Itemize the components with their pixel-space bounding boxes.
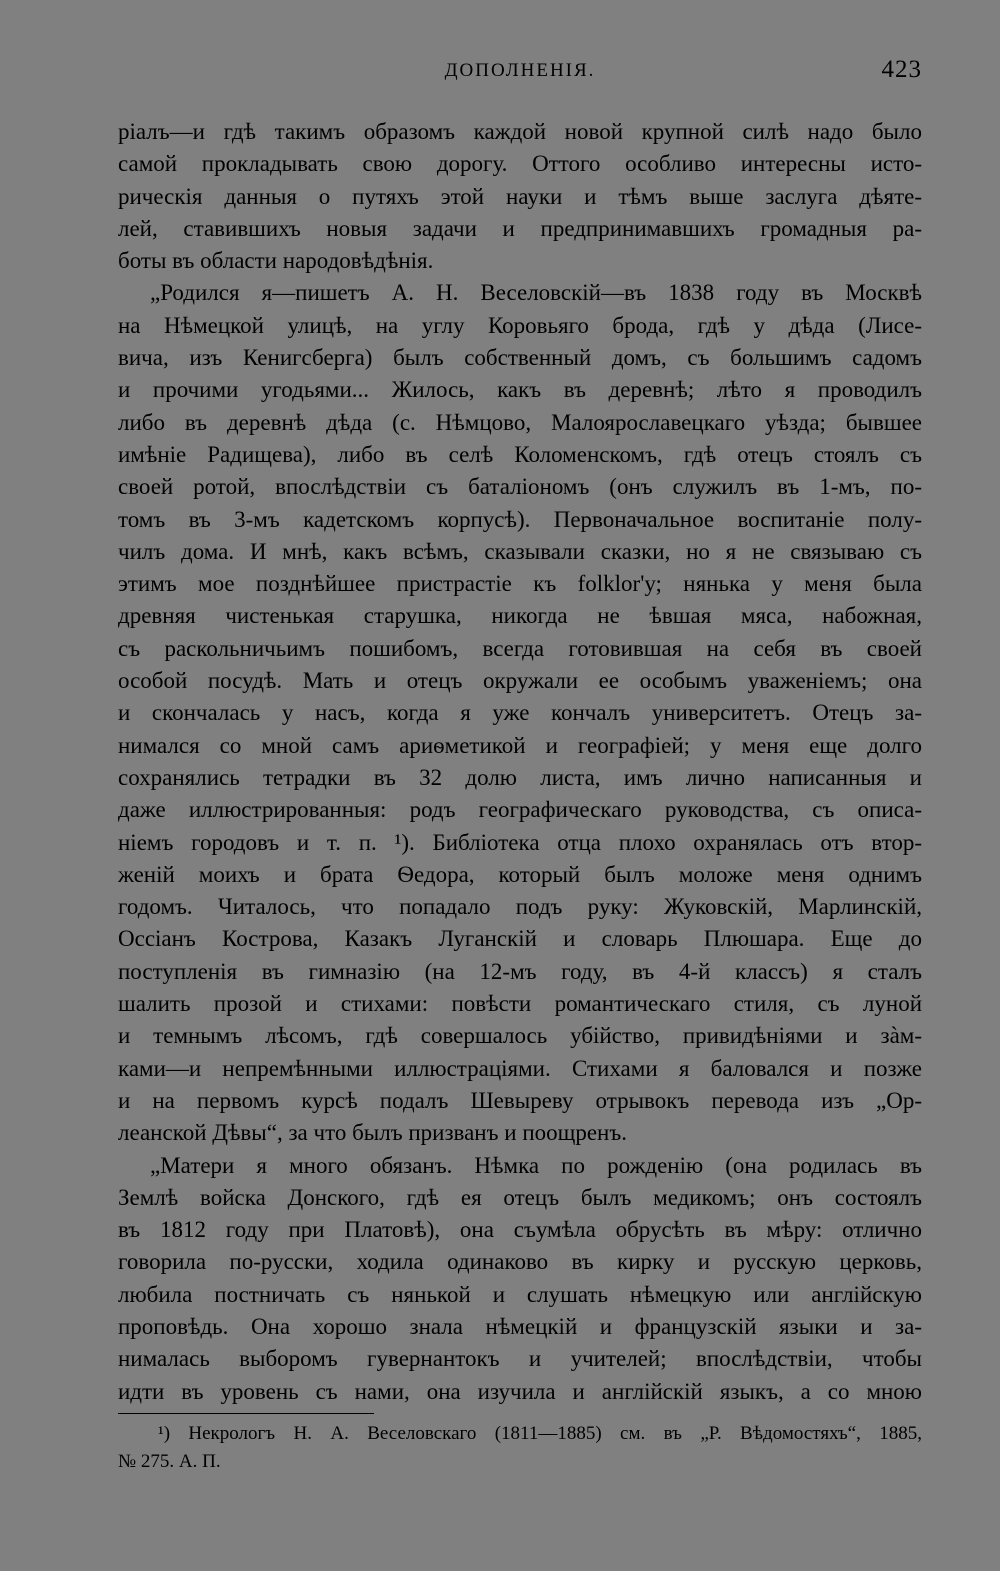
text-line: чилъ дома. И мнѣ, какъ всѣмъ, сказывали сказки, но я не связываю съ: [118, 538, 922, 564]
text-line: говорила по-русски, ходила одинаково въ кирку и русскую церковь,: [118, 1249, 922, 1275]
text-line: особой посудѣ. Мать и отецъ окружали ее особымъ уваженiемъ; она: [118, 668, 922, 694]
text-line: нимался со мной самъ ариѳметикой и географiей; у меня еще долго: [118, 732, 922, 758]
footnote-line: ¹) Некрологъ Н. А. Веселовскаго (1811—1885) см. въ „Р. Вѣдомостяхъ“, 1885,: [158, 1423, 922, 1444]
text-line: поступленiя въ гимназiю (на 12-мъ году, въ 4-й классъ) я сталъ: [118, 958, 922, 984]
text-line: нiемъ городовъ и т. п. ¹). Библiотека отца плохо охранялась отъ втор-: [118, 829, 922, 855]
text-line: своей ротой, впослѣдствiи съ баталiономъ (онъ служилъ въ 1-мъ, по-: [118, 474, 922, 500]
text-line: „Родился я—пишетъ А. Н. Веселовскiй—въ 1838 году въ Москвѣ: [150, 280, 922, 306]
text-line: имѣнiе Радищева), либо въ селѣ Коломенскомъ, гдѣ отецъ стоялъ съ: [118, 441, 922, 467]
text-line: либо въ деревнѣ дѣда (с. Нѣмцово, Малоярославецкаго уѣзда; бывшее: [118, 409, 922, 435]
text-line: томъ въ 3-мъ кадетскомъ корпусѣ). Первоначальное воспитанiе полу-: [118, 506, 922, 532]
text-line: съ раскольничьимъ пошибомъ, всегда готовившая на себя въ своей: [118, 635, 922, 661]
text-line: „Матери я много обязанъ. Нѣмка по рожденiю (она родилась въ: [150, 1152, 922, 1178]
text-line: и скончалась у насъ, когда я уже кончалъ университетъ. Отецъ за-: [118, 700, 922, 726]
running-header: [118, 56, 922, 86]
text-line: Землѣ войска Донского, гдѣ ея отецъ былъ медикомъ; онъ состоялъ: [118, 1184, 922, 1210]
text-line: боты въ области народовѣдѣнiя.: [118, 248, 434, 274]
text-line: женiй моихъ и брата Ѳедора, который былъ моложе меня однимъ: [118, 861, 922, 887]
text-line: Оссiанъ Кострова, Казакъ Луганскiй и словарь Плюшара. Еще до: [118, 926, 922, 952]
text-line: годомъ. Читалось, что попадало подъ руку: Жуковскiй, Марлинскiй,: [118, 894, 922, 920]
text-line: и прочими угодьями... Жилось, какъ въ деревнѣ; лѣто я проводилъ: [118, 377, 922, 403]
text-line: сохранялись тетрадки въ 32 долю листа, имъ лично написанныя и: [118, 764, 922, 790]
text-line: и темнымъ лѣсомъ, гдѣ совершалось убiйство, привидѣнiями и зàм-: [118, 1023, 922, 1049]
running-title: ДОПОЛНЕНIЯ.: [444, 60, 596, 81]
footnote-divider: [118, 1413, 374, 1414]
text-line: шалить прозой и стихами: повѣсти романтическаго стиля, съ луной: [118, 991, 922, 1017]
text-line: самой прокладывать свою дорогу. Оттого особливо интересны исто-: [118, 151, 922, 177]
footnotes: [118, 1420, 922, 1476]
text-line: на Нѣмецкой улицѣ, на углу Коровьяго брода, гдѣ у дѣда (Лисе-: [118, 312, 922, 338]
text-line: вича, изъ Кенигсберга) былъ собственный домъ, съ большимъ садомъ: [118, 345, 922, 371]
text-line: леанской Дѣвы“, за что былъ призванъ и поощренъ.: [118, 1120, 627, 1146]
text-line: и на первомъ курсѣ подалъ Шевыреву отрывокъ перевода изъ „Ор-: [118, 1087, 922, 1113]
text-line: любила постничать съ нянькой и слушать нѣмецкую или англiйскую: [118, 1281, 922, 1307]
text-line: лей, ставившихъ новыя задачи и предпринимавшихъ громадныя ра-: [118, 215, 922, 241]
text-line: этимъ мое позднѣйшее пристрастiе къ folklor'у; нянька у меня была: [118, 571, 922, 597]
page-number: 423: [881, 56, 922, 83]
text-line: даже иллюстрированныя: родъ географическаго руководства, съ описа-: [118, 797, 922, 823]
body-text: [118, 116, 922, 1408]
text-line: рическiя данныя о путяхъ этой науки и тѣмъ выше заслуга дѣяте-: [118, 183, 922, 209]
text-line: идти въ уровень съ нами, она изучила и англiйскiй языкъ, а со мною: [118, 1378, 922, 1404]
text-line: ками—и непремѣнными иллюстрацiями. Стихами я баловался и позже: [118, 1055, 922, 1081]
text-line: рiалъ—и гдѣ такимъ образомъ каждой новой крупной силѣ надо было: [118, 119, 922, 144]
text-line: древняя чистенькая старушка, никогда не ѣвшая мяса, набожная,: [118, 603, 922, 629]
footnote-line: № 275. А. П.: [118, 1451, 221, 1472]
text-line: нималась выборомъ гувернантокъ и учителей; впослѣдствiи, чтобы: [118, 1346, 922, 1372]
text-line: въ 1812 году при Платовѣ), она съумѣла обрусѣть въ мѣру: отлично: [118, 1217, 922, 1243]
text-line: проповѣдь. Она хорошо знала нѣмецкiй и французскiй языки и за-: [118, 1313, 922, 1339]
